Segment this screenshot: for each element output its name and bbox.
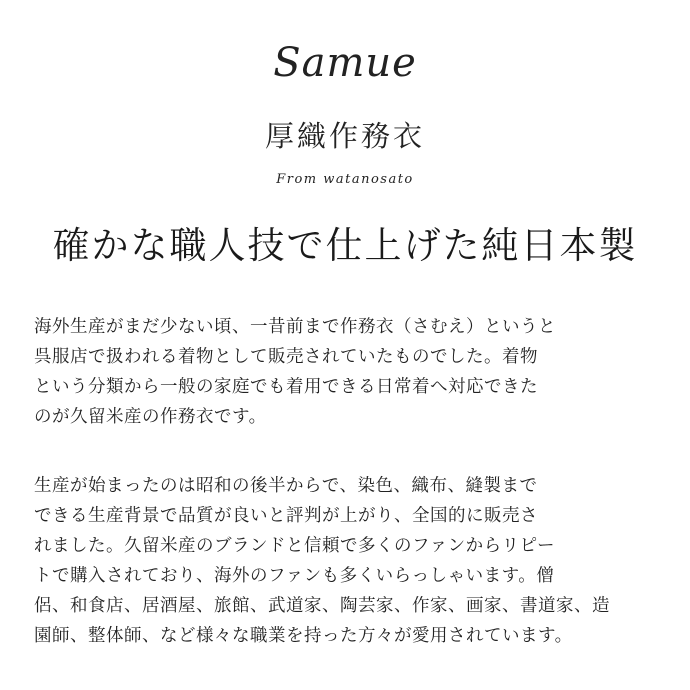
paragraph-line: れました。久留米産のブランドと信頼で多くのファンからリピー — [34, 536, 555, 556]
brand-logo-title: 厚織作務衣 — [264, 119, 425, 153]
brand-tagline: From watanosato — [276, 172, 414, 187]
paragraph-line: 海外生産がまだ少ない頃、一昔前まで作務衣（さむえ）というと — [34, 317, 556, 337]
paragraph-line: できる生産背景で品質が良いと評判が上がり、全国的に販売さ — [34, 506, 538, 526]
paragraph-line: 生産が始まったのは昭和の後半からで、染色、織布、縫製まで — [34, 476, 538, 496]
paragraph-line: 侶、和食店、居酒屋、旅館、武道家、陶芸家、作家、画家、書道家、造 — [34, 596, 610, 616]
headline: 確かな職人技で仕上げた純日本製 — [52, 224, 638, 267]
paragraph-production — [34, 471, 660, 651]
paragraph-line: トで購入されており、海外のファンも多くいらっしゃいます。僧 — [34, 566, 555, 586]
paragraph-line: 園師、整体師、など様々な職業を持った方々が愛用されています。 — [34, 626, 573, 646]
brand-logo-script: Samue — [273, 40, 417, 86]
paragraph-line: という分類から一般の家庭でも着用できる日常着へ対応できた — [34, 377, 538, 397]
paragraph-line: 呉服店で扱われる着物として販売されていたものでした。着物 — [34, 347, 538, 367]
paragraph-line: のが久留米産の作務衣です。 — [34, 407, 267, 427]
paragraph-history — [34, 312, 660, 432]
